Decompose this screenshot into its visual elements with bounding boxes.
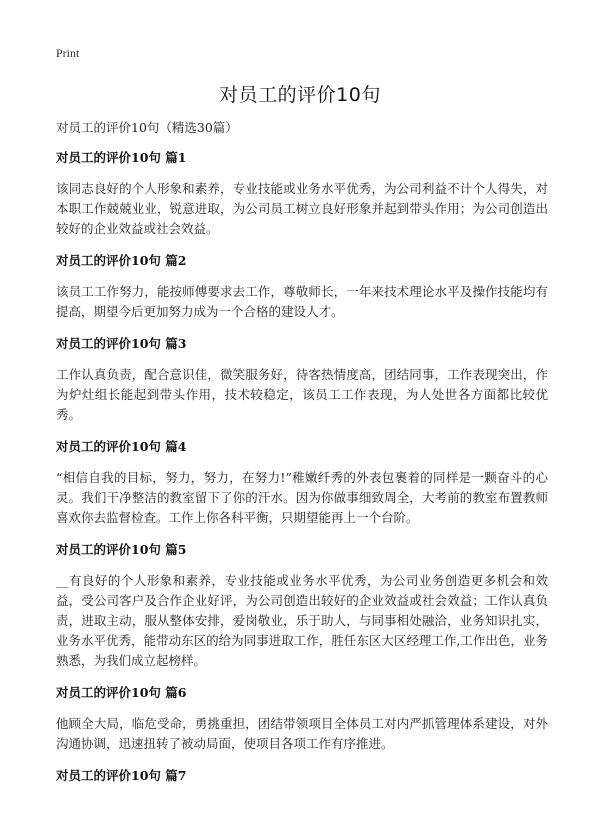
- section-7: [56, 766, 548, 786]
- section-heading: 对员工的评价10句 篇6: [56, 685, 187, 700]
- section-heading: 对员工的评价10句 篇7: [56, 768, 187, 783]
- section-2: [56, 251, 548, 322]
- section-body: “相信自我的目标，努力，努力，在努力!”稚嫩纤秀的外表包裹着的同样是一颗奋斗的心灵。我们干净整洁的教室留下了你的汗水。因为你做事细致周全，大考前的教室布置教师喜欢你去监督检查。工作上你各科平衡，只期望能再上一个台阶。: [56, 470, 548, 525]
- document-content: [56, 118, 548, 797]
- section-body: 该员工工作努力，能按师傅要求去工作，尊敬师长，一年来技术理论水平及操作技能均有提高，期望今后更加努力成为一个合格的建设人才。: [56, 284, 548, 319]
- section-heading: 对员工的评价10句 篇3: [56, 336, 187, 351]
- section-3: [56, 334, 548, 425]
- section-5: [56, 540, 548, 671]
- document-subtitle: 对员工的评价10句（精选30篇）: [56, 120, 238, 135]
- print-link[interactable]: Print: [56, 46, 80, 60]
- section-body: 工作认真负责，配合意识佳，微笑服务好，待客热情度高，团结同事，工作表现突出，作为炉灶组长能起到带头作用，技术较稳定，该员工工作表现，为人处世各方面都比较优秀。: [56, 367, 548, 422]
- section-body: __有良好的个人形象和素养，专业技能或业务水平优秀，为公司业务创造更多机会和效益，受公司客户及合作企业好评，为公司创造出较好的企业效益或社会效益；工作认真负责，进取主动，服从整体安排，爱岗敬业，乐于助人，与同事相处融洽，业务知识扎实，业务水平优秀，能带动东区的给为同事进取工作，胜任东区大区经理工作,工作出色，业务熟悉，为我们成立起榜样。: [56, 573, 548, 668]
- section-heading: 对员工的评价10句 篇2: [56, 253, 187, 268]
- document-title: 对员工的评价10句: [219, 84, 381, 106]
- section-4: [56, 437, 548, 528]
- section-body: 该同志良好的个人形象和素养，专业技能或业务水平优秀，为公司利益不计个人得失，对本职工作兢兢业业，锐意进取，为公司员工树立良好形象并起到带头作用；为公司创造出较好的企业效益或社会效益。: [56, 181, 548, 236]
- section-body: 他顾全大局，临危受命，勇挑重担，团结带领项目全体员工对内严抓管理体系建设，对外沟通协调，迅速扭转了被动局面，使项目各项工作有序推进。: [56, 716, 548, 751]
- section-heading: 对员工的评价10句 篇1: [56, 150, 187, 165]
- section-1: [56, 148, 548, 239]
- section-heading: 对员工的评价10句 篇4: [56, 439, 187, 454]
- section-6: [56, 683, 548, 754]
- section-heading: 对员工的评价10句 篇5: [56, 542, 187, 557]
